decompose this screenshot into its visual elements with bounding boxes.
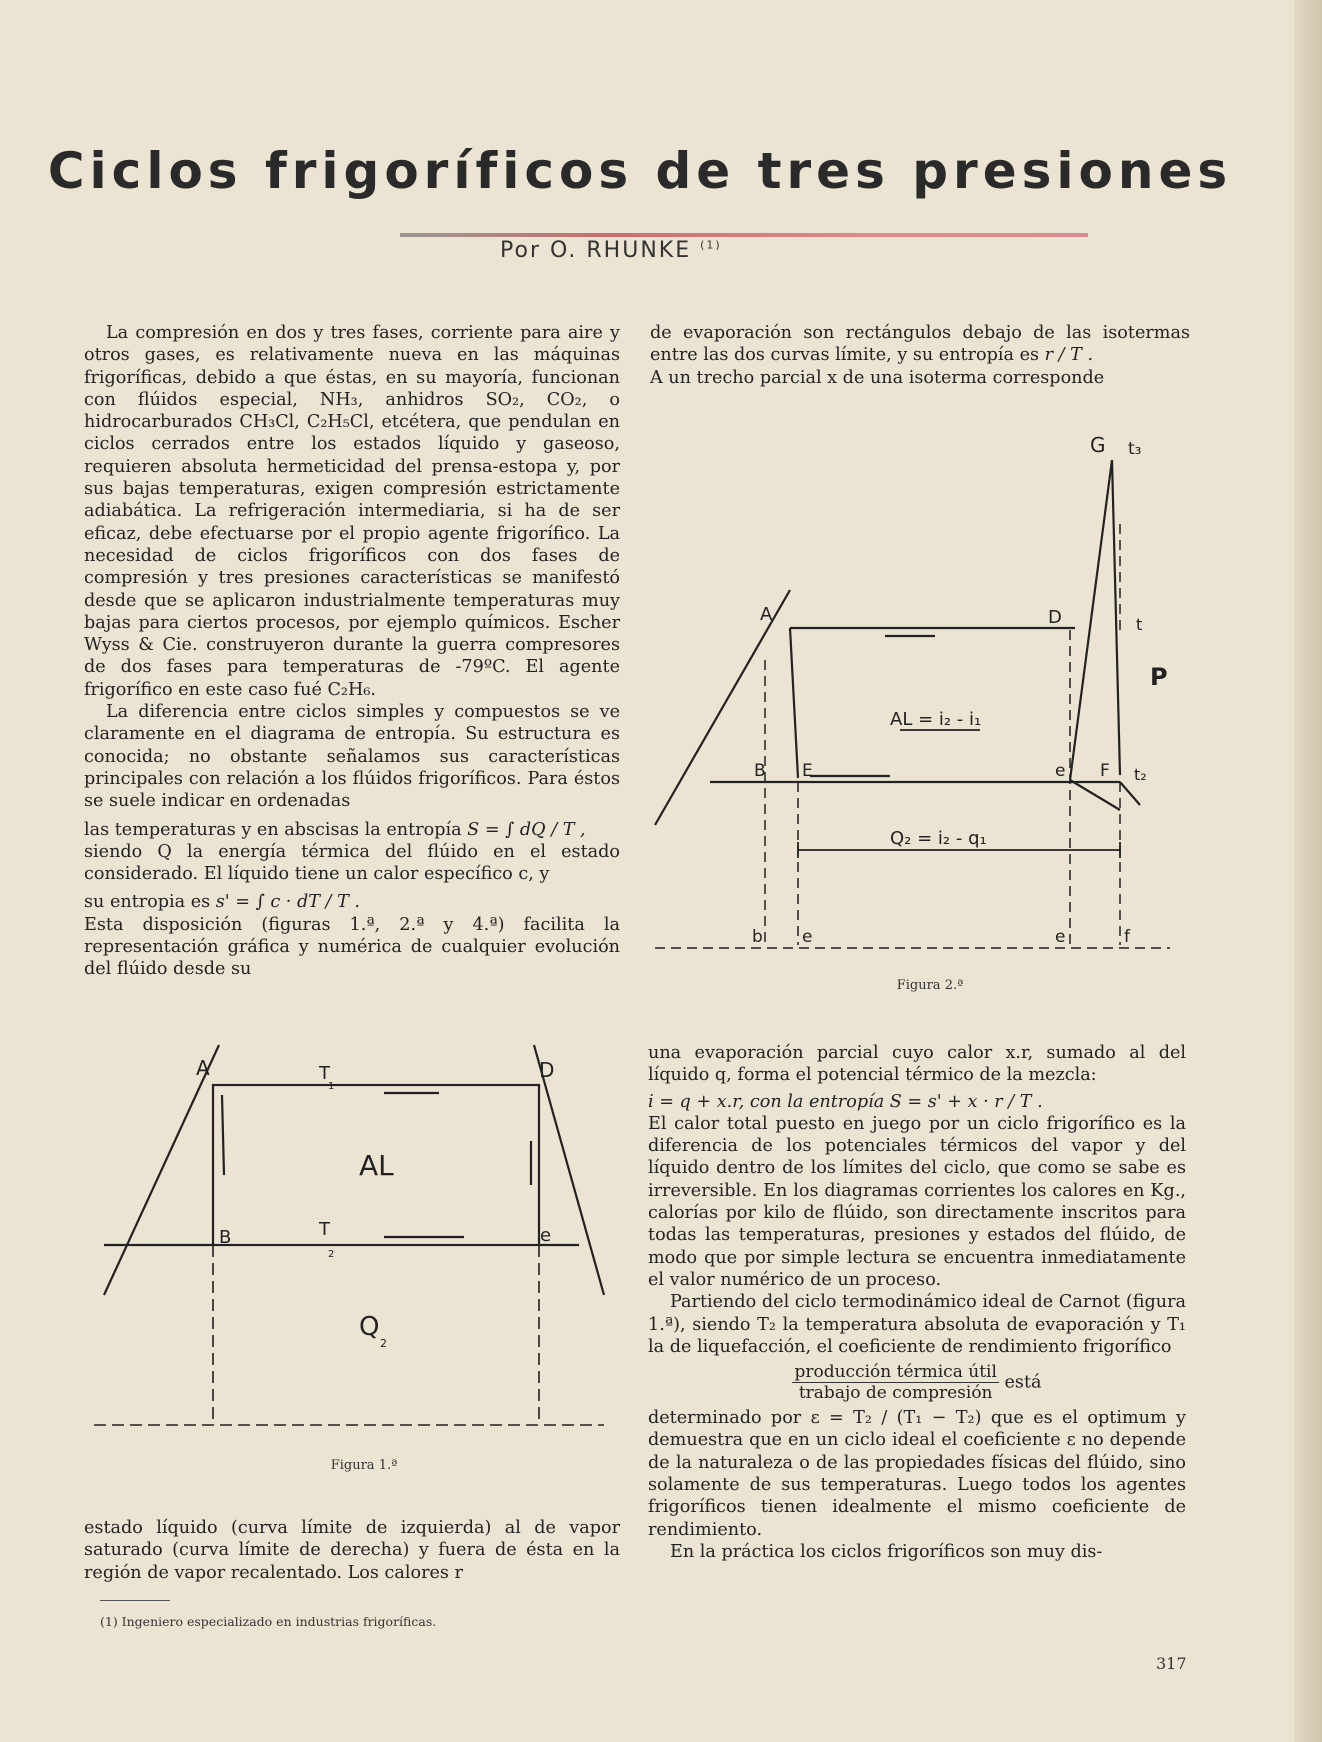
byline — [500, 238, 722, 263]
paragraph-partial-evaporation: una evaporación parcial cuyo calor x.r, sumado al del líquido q, forma el potencial térmico de la mezcla: — [648, 1043, 1186, 1086]
eq1-formula: S = ∫ dQ / T , — [467, 819, 586, 840]
fig2-label-A: A — [760, 604, 773, 625]
fig2-label-F: F — [1100, 761, 1110, 781]
fig2-compression-line — [1070, 460, 1112, 780]
equation-coefficient-fraction — [648, 1362, 1186, 1403]
fig2-label-t3: t₃ — [1128, 439, 1142, 459]
fig2-label-t1: t — [1136, 615, 1143, 634]
footnote-divider — [100, 1600, 170, 1601]
fig1-label-Q: Q — [359, 1312, 380, 1342]
eq2-text: su entropia es — [84, 892, 211, 913]
fig2-label-E: E — [802, 761, 813, 781]
author: Por O. RHUNKE — [500, 238, 692, 263]
fig1-label-AL: AL — [359, 1149, 394, 1182]
fig1-label-e: e — [540, 1225, 552, 1246]
fig2-label-AL: AL = i₂ - i₁ — [890, 709, 982, 730]
paragraph-carnot: Partiendo del ciclo termodinámico ideal de Carnot (figura 1.ª), siendo T₂ la temperatura absoluta de evaporación y T₁ la de liquefacción, el coeficiente de rendimiento frigorífico — [648, 1292, 1186, 1357]
fig2-label-P: P — [1150, 663, 1168, 691]
eq2-formula: s' = ∫ c · dT / T . — [215, 892, 360, 913]
fig1-label-D: D — [539, 1058, 555, 1082]
fig2-label-b: b — [752, 927, 763, 947]
paragraph-intro: La compresión en dos y tres fases, corriente para aire y otros gases, es relativamente nueva en las máquinas frigoríficas, debido a que éstas, en su mayoría, funcionan con flúidos especial, NH₃, anhidros SO₂, CO₂, o hidrocarburados CH₃Cl, C₂H₅Cl, etcétera, que pendulan en ciclos cerrados entre los estados líquido y gaseoso, requieren absoluta hermeticidad del prensa-estopa y, por sus bajas temperaturas, exigen compresión estrictamente adiabática. La refrigeración intermediaria, si ha de ser eficaz, debe efectuarse por el propio agente frigorífico. La necesidad de ciclos frigoríficos con dos fases de compresión y tres presiones características se manifestó desde que se aplicaron industrialmente temperaturas muy bajas para ciertos procesos, por ejemplo químicos. Escher Wyss & Cie. construyeron durante la guerra compresores de dos fases para temperaturas de -79ºC. El agente frigorífico en este caso fué C₂H₆. — [84, 323, 620, 700]
footnote: (1) Ingeniero especializado en industrias frigoríficas. — [100, 1614, 437, 1629]
fig2-label-f: f — [1124, 927, 1130, 947]
paragraph-difference: La diferencia entre ciclos simples y compuestos se ve claramente en el diagrama de entropía. Su estructura es conocida; no obstante señalamos sus características principales con relación a los flúidos frigoríficos. Para éstos se suele indicar en ordenadas — [84, 702, 620, 812]
fig1-left-limit-curve — [104, 1045, 219, 1295]
coefficient-fraction — [792, 1362, 998, 1403]
page-number: 317 — [1156, 1654, 1187, 1673]
fig1-right-limit-curve — [534, 1045, 604, 1295]
fig1-label-T2-sub: 2 — [328, 1249, 335, 1260]
fig2-label-G: G — [1090, 433, 1106, 457]
title-underline — [400, 233, 1088, 237]
paragraph-evaporation — [650, 322, 1190, 367]
fig1-label-T1: T — [319, 1063, 330, 1084]
equation-entropy-line — [84, 819, 620, 841]
fig1-label-Q-sub: 2 — [380, 1337, 387, 1350]
fig2-right-upper — [1112, 460, 1120, 775]
evap-text: de evaporación son rectángulos debajo de las isotermas entre las dos curvas límite, y su entropía es — [650, 323, 1190, 366]
figure-1-caption: Figura 1.ª — [330, 1458, 398, 1473]
figure-1-diagram — [84, 1035, 624, 1440]
evap-formula: r / T . — [1044, 345, 1094, 366]
coefficient-numerator: producción térmica útil — [794, 1362, 997, 1383]
fig2-label-Q: Q₂ = i₂ - q₁ — [890, 828, 987, 849]
eq1-text: las temperaturas y en abscisas la entropía — [84, 819, 462, 840]
fig2-label-D: D — [1048, 607, 1062, 628]
right-column-top — [650, 322, 1190, 389]
fig2-left-limit-curve — [655, 590, 790, 825]
page-edge — [1294, 0, 1322, 1742]
paragraph-total-heat: El calor total puesto en juego por un ciclo frigorífico es la diferencia de los potenciales térmicos del vapor y del líquido dentro de los límites del ciclo, que como se sabe es irreversible. En los diagramas corrientes los calores en Kg., calorías por kilo de flúido, son directamente inscritos para todas las temperaturas, presiones y estados del flúido, de modo que por simple lectura se encuentra inmediatamente el valor numérico de un proceso. — [648, 1113, 1186, 1290]
fig2-label-t2: t₂ — [1134, 765, 1147, 784]
paragraph-energy: siendo Q la energía térmica del flúido en el estado considerado. El líquido tiene un calor específico c, y — [84, 841, 620, 885]
fig1-label-T2: T — [319, 1219, 330, 1240]
right-column-bottom — [648, 1042, 1186, 1563]
fig2-label-e: e — [1055, 761, 1066, 781]
fig2-label-e-low2: e — [1055, 927, 1066, 947]
paragraph-disposition: Esta disposición (figuras 1.ª, 2.ª y 4.ª) facilita la representación gráfica y numérica de cualquier evolución del flúido desde su — [84, 914, 620, 980]
fig1-label-B: B — [219, 1227, 232, 1248]
figure-2-caption: Figura 2.ª — [896, 978, 964, 993]
coefficient-denominator: trabajo de compresión — [798, 1383, 993, 1404]
paragraph-partial: A un trecho parcial x de una isoterma corresponde — [650, 367, 1105, 388]
left-column-top — [84, 322, 620, 981]
figure-2-diagram — [650, 430, 1190, 960]
fig2-label-e-low: e — [802, 927, 813, 947]
fig1-label-A: A — [196, 1056, 210, 1080]
fig2-label-B: B — [754, 761, 766, 781]
paragraph-optimum: determinado por ε = T₂ / (T₁ − T₂) que es el optimum y demuestra que en un ciclo ideal el coeficiente ε no depende de la naturaleza o de las propiedades físicas del flúido, sino solamente de sus temperaturas. Luego todos los agentes frigoríficos tienen idealmente el mismo coeficiente de rendimiento. — [648, 1408, 1186, 1540]
footnote-mark: (1) — [700, 238, 722, 252]
left-column-bottom: estado líquido (curva límite de izquierda) al de vapor saturado (curva límite de derecha) y fuera de ésta en la región de vapor recalentado. Los calores r — [84, 1518, 620, 1583]
equation-mixture: i = q + x.r, con la entropía S = s' + x · r / T . — [648, 1091, 1043, 1112]
fig1-label-T1-sub: 1 — [328, 1081, 335, 1092]
paragraph-practice: En la práctica los ciclos frigoríficos son muy dis- — [670, 1541, 1103, 1562]
article-title: Ciclos frigoríficos de tres presiones — [47, 142, 1233, 200]
equation-liquid-entropy-line — [84, 891, 620, 913]
coefficient-esta: está — [1004, 1372, 1042, 1393]
